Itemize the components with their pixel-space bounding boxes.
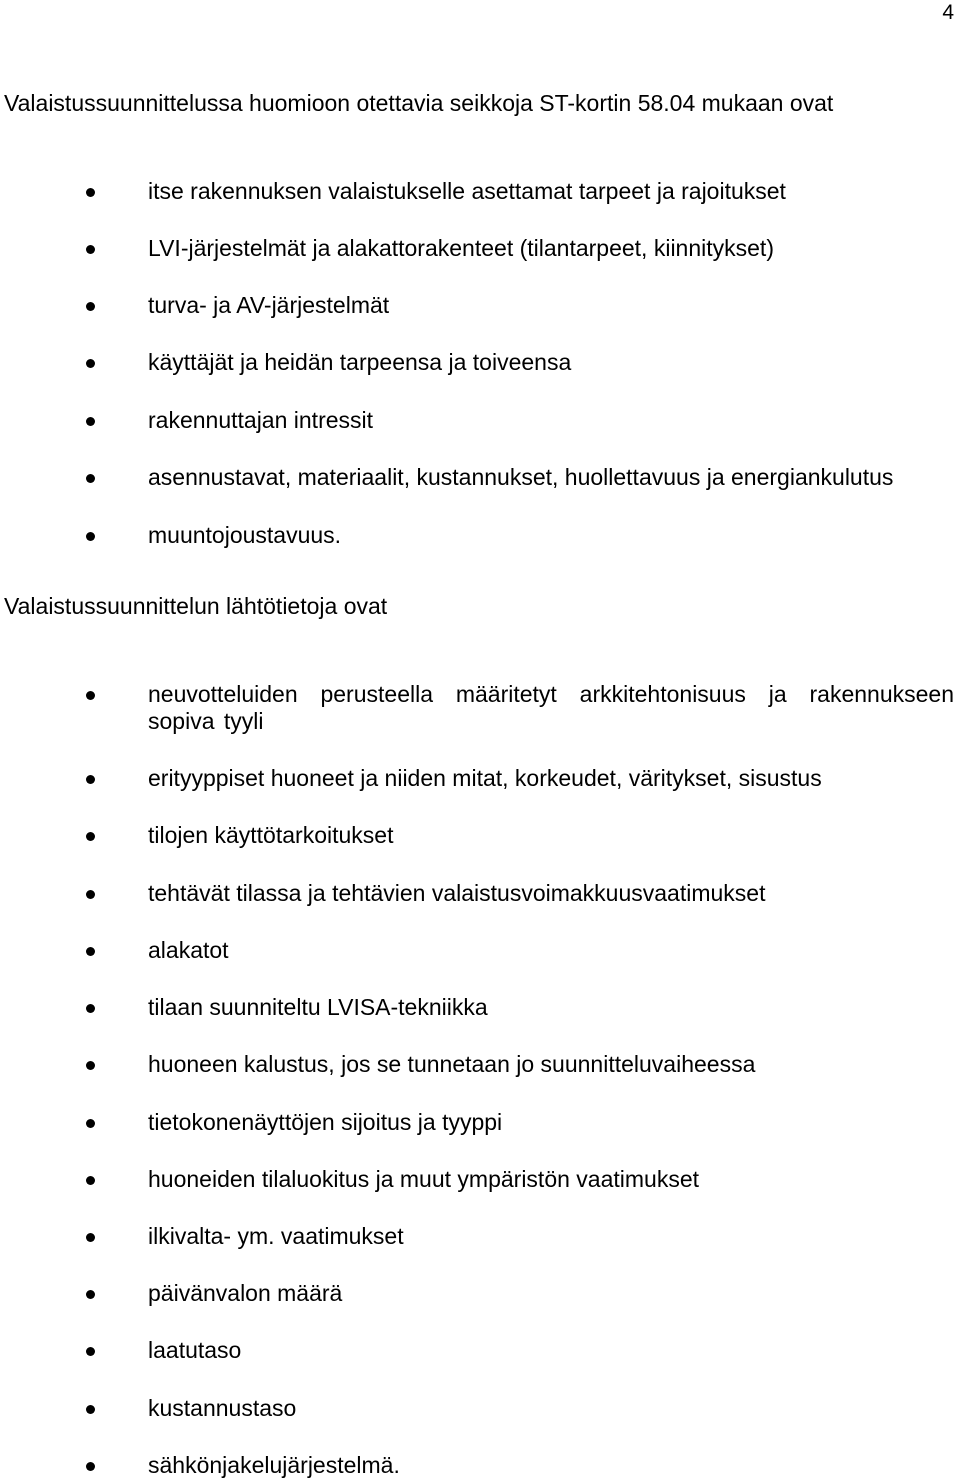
list-item [0, 765, 960, 795]
bullet-icon [86, 302, 95, 311]
list-item [0, 1223, 960, 1253]
list-item-text: neuvotteluiden perusteella määritetyt arkkitehtonisuus ja rakennukseen sopiva tyyli [148, 681, 954, 734]
list-item [0, 822, 960, 852]
list-item-text: alakatot [148, 937, 229, 963]
list-item [0, 235, 960, 265]
bullet-icon [86, 188, 95, 197]
bullet-icon [86, 474, 95, 483]
list-item [0, 681, 960, 739]
intro-paragraph-1: Valaistussuunnittelussa huomioon otettavia seikkoja ST-kortin 58.04 mukaan ovat [4, 90, 834, 116]
bullet-icon [86, 532, 95, 541]
bullet-icon [86, 245, 95, 254]
bullet-icon [86, 1462, 95, 1471]
list-item-text: ilkivalta- ym. vaatimukset [148, 1223, 404, 1249]
list-item-text: huoneiden tilaluokitus ja muut ympäristön vaatimukset [148, 1166, 700, 1192]
bullet-icon [86, 1004, 95, 1013]
bullet-icon [86, 832, 95, 841]
list-item-text: LVI-järjestelmät ja alakattorakenteet (tilantarpeet, kiinnitykset) [148, 235, 774, 261]
list-item-text: huoneen kalustus, jos se tunnetaan jo suunnitteluvaiheessa [148, 1051, 756, 1077]
list-item [0, 1051, 960, 1081]
bullet-icon [86, 947, 95, 956]
list-item [0, 1280, 960, 1310]
list-item-text: tilaan suunniteltu LVISA-tekniikka [148, 994, 488, 1020]
list-item [0, 1337, 960, 1367]
list-item [0, 292, 960, 322]
list-item-text: turva- ja AV-järjestelmät [148, 292, 390, 318]
list-item [0, 407, 960, 437]
list-item-text: tietokonenäyttöjen sijoitus ja tyyppi [148, 1109, 503, 1135]
list-item [0, 937, 960, 967]
bullet-icon [86, 1119, 95, 1128]
bullet-icon [86, 1061, 95, 1070]
list-item-text: rakennuttajan intressit [148, 407, 374, 433]
list-item [0, 1109, 960, 1139]
bullet-icon [86, 775, 95, 784]
bullet-icon [86, 691, 95, 700]
bullet-icon [86, 1405, 95, 1414]
list-item-text: käyttäjät ja heidän tarpeensa ja toiveensa [148, 349, 572, 375]
bullet-icon [86, 1347, 95, 1356]
list-item-text: itse rakennuksen valaistukselle asettamat tarpeet ja rajoitukset [148, 178, 786, 204]
list-item-text: laatutaso [148, 1337, 242, 1363]
bullet-icon [86, 1290, 95, 1299]
list-item-text: muuntojoustavuus. [148, 522, 342, 548]
list-item-text: kustannustaso [148, 1395, 297, 1421]
page-number: 4 [942, 1, 954, 24]
list-item [0, 880, 960, 910]
list-item-text: päivänvalon määrä [148, 1280, 343, 1306]
list-item [0, 349, 960, 379]
list-item [0, 178, 960, 208]
intro-paragraph-2: Valaistussuunnittelun lähtötietoja ovat [4, 593, 388, 619]
list-item-text: tilojen käyttötarkoitukset [148, 822, 394, 848]
list-item [0, 464, 960, 494]
bullet-icon [86, 1233, 95, 1242]
bullet-icon [86, 1176, 95, 1185]
list-item-text: sähkönjakelujärjestelmä. [148, 1452, 400, 1478]
list-item [0, 522, 960, 552]
bullet-icon [86, 890, 95, 899]
list-item [0, 1166, 960, 1196]
list-item [0, 1452, 960, 1482]
list-item-text: erityyppiset huoneet ja niiden mitat, korkeudet, väritykset, sisustus [148, 765, 822, 791]
bullet-icon [86, 417, 95, 426]
list-item-text: tehtävät tilassa ja tehtävien valaistusvoimakkuusvaatimukset [148, 880, 766, 906]
list-item [0, 1395, 960, 1425]
list-item-text: asennustavat, materiaalit, kustannukset, huollettavuus ja energiankulutus [148, 464, 894, 490]
list-item [0, 994, 960, 1024]
bullet-icon [86, 359, 95, 368]
